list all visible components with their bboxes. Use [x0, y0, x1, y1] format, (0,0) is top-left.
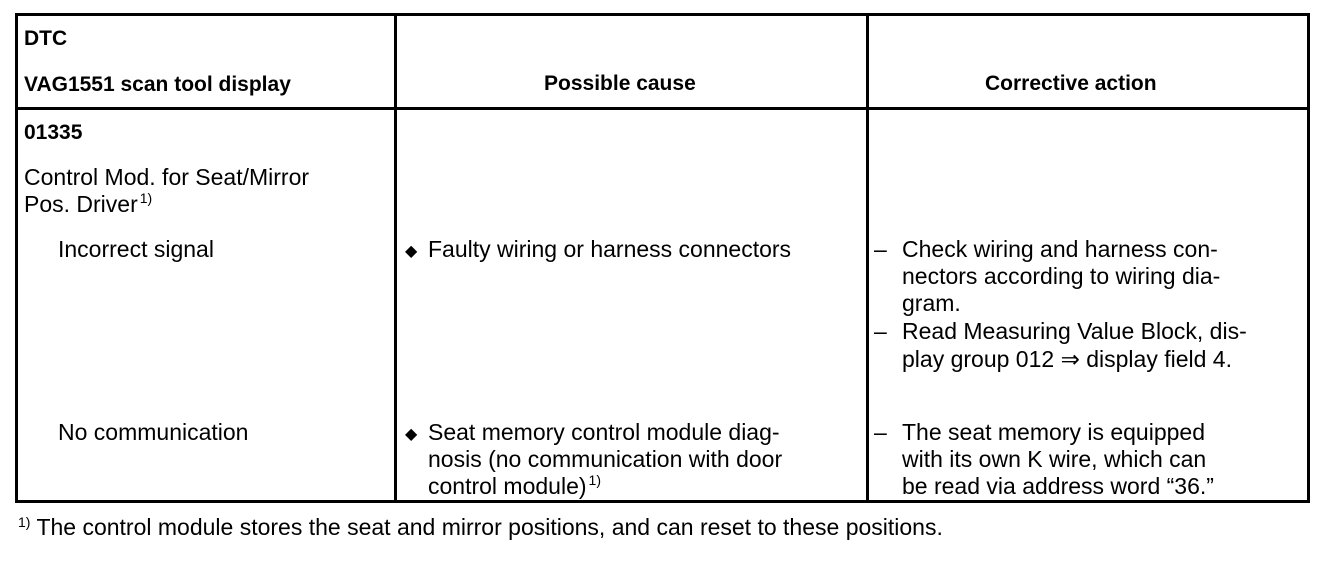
footnote — [18, 514, 943, 541]
action-line: be read via address word “36.” — [902, 473, 1214, 499]
action-line: with its own K wire, which can — [902, 446, 1207, 472]
bullet-icon: ◆ — [405, 243, 418, 260]
action-line: gram. — [902, 290, 961, 316]
cause-line: Seat memory control module diag- — [428, 419, 780, 445]
footnote-ref: 1) — [139, 190, 153, 206]
dash-marker: – — [874, 419, 887, 445]
action-line: Check wiring and harness con- — [902, 236, 1218, 262]
cause-line: Faulty wiring or harness connectors — [428, 236, 792, 262]
header-scan-tool-display: VAG1551 scan tool display — [24, 73, 291, 96]
action-line: Read Measuring Value Block, dis- — [902, 318, 1247, 344]
column-divider — [866, 16, 869, 500]
cause-line: nosis (no communication with door — [428, 446, 783, 472]
header-corrective-action: Corrective action — [985, 72, 1157, 95]
column-divider — [394, 16, 397, 500]
footnote-ref: 1) — [588, 472, 601, 488]
action-line: nectors according to wiring dia- — [902, 263, 1221, 289]
symptom-incorrect-signal: Incorrect signal — [58, 236, 214, 262]
header-divider — [18, 107, 1307, 110]
header-dtc: DTC — [24, 27, 68, 50]
header-possible-cause: Possible cause — [544, 72, 696, 95]
footnote-text: The control module stores the seat and mirror positions, and can reset to these positions. — [36, 514, 943, 540]
dtc-name-line2: Pos. Driver $^{1)}$ — [24, 190, 153, 217]
dtc-table — [15, 13, 1310, 503]
cause-line: control module) $^{1)}$ — [428, 472, 601, 499]
dash-marker: – — [874, 236, 887, 262]
bullet-icon: ◆ — [405, 426, 418, 443]
action-line: play group 012 ⇒ display field 4. — [902, 346, 1232, 372]
footnote-marker: 1) — [18, 514, 31, 530]
dtc-code: 01335 — [24, 121, 83, 144]
dash-marker: – — [874, 318, 887, 344]
dtc-name-line1: Control Mod. for Seat/Mirror — [24, 164, 310, 190]
action-line: The seat memory is equipped — [902, 419, 1205, 445]
symptom-no-communication: No communication — [58, 419, 249, 445]
